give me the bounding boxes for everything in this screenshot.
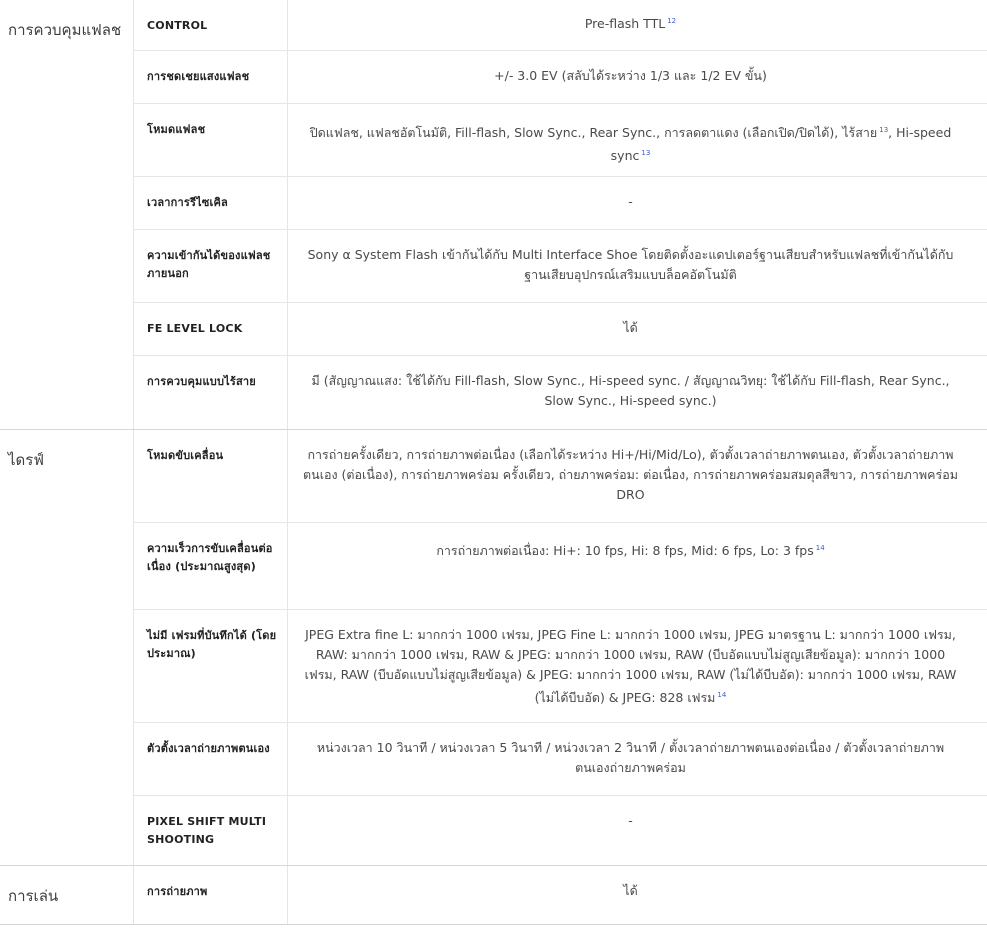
section-title: การควบคุมแฟลช bbox=[8, 21, 122, 39]
spec-row bbox=[134, 866, 987, 924]
spec-section-drive bbox=[0, 430, 987, 866]
spec-rows bbox=[133, 866, 987, 924]
footnote-link[interactable]: 13 bbox=[879, 126, 889, 134]
spec-section-playback bbox=[0, 866, 987, 925]
section-title: การเล่น bbox=[8, 887, 59, 905]
spec-value-text: การถ่ายภาพต่อเนื่อง: Hi+: 10 fps, Hi: 8 fps, Mid: 6 fps, Lo: 3 fps bbox=[436, 543, 814, 559]
spec-label: CONTROL bbox=[134, 0, 288, 50]
footnote-link[interactable]: 14 bbox=[717, 691, 727, 699]
spec-value bbox=[288, 104, 987, 176]
spec-label: ความเข้ากันได้ของแฟลชภายนอก bbox=[134, 230, 288, 302]
spec-value: +/- 3.0 EV (สลับได้ระหว่าง 1/3 และ 1/2 EV ขั้น) bbox=[494, 68, 767, 83]
footnote-link[interactable]: 13 bbox=[641, 149, 651, 158]
spec-rows bbox=[133, 0, 987, 429]
spec-value-text: JPEG Extra fine L: มากกว่า 1000 เฟรม, JPEG Fine L: มากกว่า 1000 เฟรม, JPEG มาตรฐาน L: มากกว่า 1000 เฟรม, RAW: มากกว่า 1000 เฟรม, RAW & JPEG: มากกว่า 1000 เฟรม, RAW (บีบอัดแบบไม่สูญเสียข้อมูล): มากกว่า 1000 เฟรม, RAW (บีบอัดแบบไม่สูญเสียข้อมูล) & JPEG: มากกว่า 1000 เฟรม, RAW (ไม่ได้บีบอัด): มากกว่า 1000 เฟรม, RAW (ไม่ได้บีบอัด) & JPEG: 828 เฟรม bbox=[304, 627, 957, 706]
spec-value bbox=[288, 0, 987, 50]
spec-label: ความเร็วการขับเคลื่อนต่อเนื่อง (ประมาณสูงสุด) bbox=[134, 523, 288, 609]
spec-value: ได้ bbox=[623, 883, 638, 898]
spec-label: FE LEVEL LOCK bbox=[134, 303, 288, 355]
spec-value bbox=[288, 523, 987, 609]
spec-row bbox=[134, 303, 987, 356]
spec-label: โหมดแฟลช bbox=[134, 104, 288, 176]
spec-row bbox=[134, 610, 987, 723]
spec-label: การชดเชยแสงแฟลช bbox=[134, 51, 288, 103]
spec-row bbox=[134, 796, 987, 865]
section-title: ไดรฟ์ bbox=[8, 451, 44, 469]
spec-value: - bbox=[628, 813, 633, 828]
spec-value-text: Pre-flash TTL bbox=[584, 16, 666, 32]
spec-value: Sony α System Flash เข้ากันได้กับ Multi Interface Shoe โดยติดตั้งอะแดปเตอร์ฐานเสียบสำหรับแฟลชที่เข้ากันได้กับฐานเสียบอุปกรณ์เสริมแบบล็อคอัตโนมัติ bbox=[307, 247, 954, 282]
spec-label: โหมดขับเคลื่อน bbox=[134, 430, 288, 522]
spec-row bbox=[134, 51, 987, 104]
spec-value: - bbox=[628, 194, 633, 209]
spec-row bbox=[134, 523, 987, 610]
spec-label: PIXEL SHIFT MULTI SHOOTING bbox=[134, 796, 288, 865]
spec-row bbox=[134, 0, 987, 51]
spec-label: ไม่มี เฟรมที่บันทึกได้ (โดยประมาณ) bbox=[134, 610, 288, 722]
spec-row bbox=[134, 356, 987, 429]
spec-rows bbox=[133, 430, 987, 865]
spec-value bbox=[288, 610, 987, 722]
spec-label: การควบคุมแบบไร้สาย bbox=[134, 356, 288, 429]
spec-value: หน่วงเวลา 10 วินาที / หน่วงเวลา 5 วินาที / หน่วงเวลา 2 วินาที / ตั้งเวลาถ่ายภาพตนเองต่อเนื่อง / ตัวตั้งเวลาถ่ายภาพตนเองถ่ายภาพคร่อม bbox=[316, 740, 945, 775]
footnote-link[interactable]: 12 bbox=[667, 17, 677, 25]
spec-row bbox=[134, 177, 987, 230]
spec-row bbox=[134, 230, 987, 303]
spec-row bbox=[134, 104, 987, 177]
spec-value-text: ปิดแฟลช, แฟลชอัตโนมัติ, Fill-flash, Slow Sync., Rear Sync., การลดตาแดง (เลือกเปิด/ปิดได้), ไร้สาย bbox=[309, 125, 878, 141]
spec-section-flash-control bbox=[0, 0, 987, 430]
spec-label: ตัวตั้งเวลาถ่ายภาพตนเอง bbox=[134, 723, 288, 795]
spec-label: การถ่ายภาพ bbox=[134, 866, 288, 924]
spec-row bbox=[134, 430, 987, 523]
spec-value: การถ่ายครั้งเดียว, การถ่ายภาพต่อเนื่อง (เลือกได้ระหว่าง Hi+/Hi/Mid/Lo), ตัวตั้งเวลาถ่ายภาพตนเอง, ตัวตั้งเวลาถ่ายภาพตนเอง (ต่อเนื่อง), การถ่ายภาพคร่อม ครั้งเดียว, ถ่ายภาพคร่อม: ต่อเนื่อง, การถ่ายภาพคร่อมสมดุลสีขาว, การถ่ายภาพคร่อม DRO bbox=[303, 447, 958, 502]
spec-value: ได้ bbox=[623, 320, 638, 335]
spec-row bbox=[134, 723, 987, 796]
footnote-link[interactable]: 14 bbox=[815, 544, 825, 552]
spec-value: มี (สัญญาณแสง: ใช้ได้กับ Fill-flash, Slow Sync., Hi-speed sync. / สัญญาณวิทยุ: ใช้ได้กับ Fill-flash, Rear Sync., Slow Sync., Hi-speed sync.) bbox=[311, 373, 950, 408]
spec-label: เวลาการรีไซเคิล bbox=[134, 177, 288, 229]
spec-value-text: , Hi-speed sync bbox=[610, 125, 952, 164]
